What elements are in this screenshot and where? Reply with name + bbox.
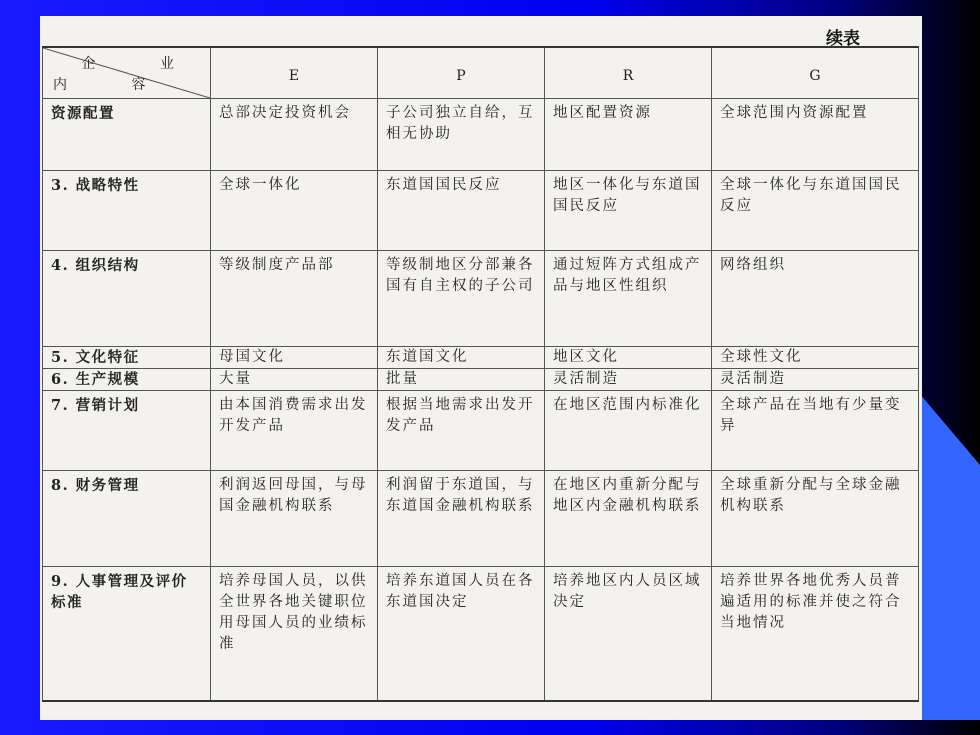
row-label: 7. 营销计划 xyxy=(43,391,211,471)
table-cell: 培养地区内人员区域决定 xyxy=(545,567,712,701)
table-cell: 灵活制造 xyxy=(545,369,712,391)
scanned-table-page xyxy=(40,16,922,720)
table-row xyxy=(43,471,919,567)
column-header: P xyxy=(378,47,545,99)
table-cell: 东道国文化 xyxy=(378,347,545,369)
table-row xyxy=(43,99,919,171)
table-cell: 由本国消费需求出发开发产品 xyxy=(211,391,378,471)
table-cell: 利润留于东道国，与东道国金融机构联系 xyxy=(378,471,545,567)
table-row xyxy=(43,251,919,347)
table-cell: 全球范围内资源配置 xyxy=(712,99,919,171)
table-cell: 大量 xyxy=(211,369,378,391)
table-cell: 地区文化 xyxy=(545,347,712,369)
table-cell: 全球性文化 xyxy=(712,347,919,369)
column-header: R xyxy=(545,47,712,99)
table-cell: 全球一体化 xyxy=(211,171,378,251)
table-cell: 等级制度产品部 xyxy=(211,251,378,347)
table-cell: 地区一体化与东道国国民反应 xyxy=(545,171,712,251)
table-cell: 全球产品在当地有少量变异 xyxy=(712,391,919,471)
table-cell: 总部决定投资机会 xyxy=(211,99,378,171)
table-cell: 地区配置资源 xyxy=(545,99,712,171)
comparison-table xyxy=(42,46,919,702)
table-cell: 培养世界各地优秀人员普遍适用的标准并使之符合当地情况 xyxy=(712,567,919,701)
table-cell: 灵活制造 xyxy=(712,369,919,391)
corner-label-enterprise: 企 业 xyxy=(81,56,204,72)
header-row xyxy=(43,47,919,99)
table-cell: 全球一体化与东道国国民反应 xyxy=(712,171,919,251)
diagonal-header-cell xyxy=(43,47,211,99)
table-row xyxy=(43,171,919,251)
table-cell: 等级制地区分部兼各国有自主权的子公司 xyxy=(378,251,545,347)
table-cell: 子公司独立自给，互相无协助 xyxy=(378,99,545,171)
table-cell: 在地区范围内标准化 xyxy=(545,391,712,471)
row-label: 5. 文化特征 xyxy=(43,347,211,369)
table-cell: 培养母国人员，以供全世界各地关键职位用母国人员的业绩标准 xyxy=(211,567,378,701)
table-cell: 通过短阵方式组成产品与地区性组织 xyxy=(545,251,712,347)
table-cell: 母国文化 xyxy=(211,347,378,369)
table-row xyxy=(43,347,919,369)
table-cell: 培养东道国人员在各东道国决定 xyxy=(378,567,545,701)
table-cell: 网络组织 xyxy=(712,251,919,347)
continued-table-title: 续表 xyxy=(826,29,860,49)
table-cell: 利润返回母国，与母国金融机构联系 xyxy=(211,471,378,567)
row-label: 4. 组织结构 xyxy=(43,251,211,347)
row-label: 9. 人事管理及评价标准 xyxy=(43,567,211,701)
table-cell: 在地区内重新分配与地区内金融机构联系 xyxy=(545,471,712,567)
table-cell: 全球重新分配与全球金融机构联系 xyxy=(712,471,919,567)
row-label: 3. 战略特性 xyxy=(43,171,211,251)
corner-label-content: 内 容 xyxy=(53,77,176,93)
table-row xyxy=(43,391,919,471)
table-row xyxy=(43,567,919,701)
row-label: 资源配置 xyxy=(43,99,211,171)
table-cell: 批量 xyxy=(378,369,545,391)
table-row xyxy=(43,369,919,391)
table-cell: 根据当地需求出发开发产品 xyxy=(378,391,545,471)
column-header: E xyxy=(211,47,378,99)
row-label: 8. 财务管理 xyxy=(43,471,211,567)
table-cell: 东道国国民反应 xyxy=(378,171,545,251)
row-label: 6. 生产规模 xyxy=(43,369,211,391)
column-header: G xyxy=(712,47,919,99)
